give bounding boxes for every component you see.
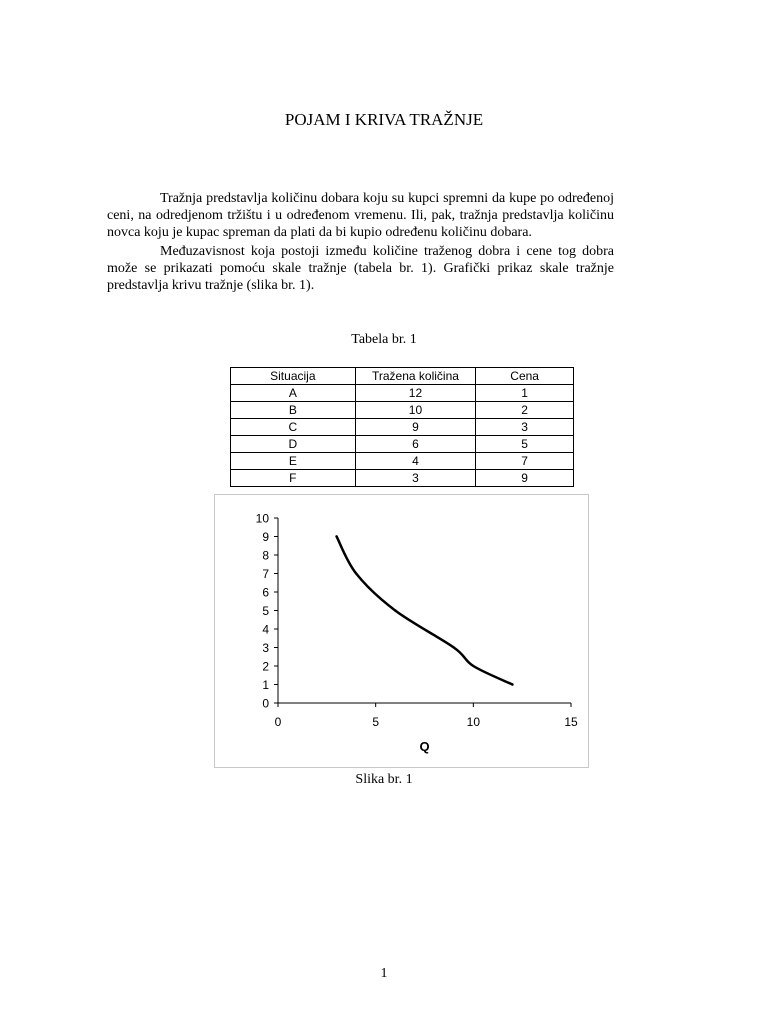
demand-schedule-table <box>230 367 574 487</box>
table-row <box>231 453 574 470</box>
x-tick-label: 5 <box>372 715 380 729</box>
table-row <box>231 385 574 402</box>
cell-price: 2 <box>476 402 574 419</box>
paragraph-relation <box>107 243 614 294</box>
table-row <box>231 419 574 436</box>
x-axis-label: Q <box>419 739 430 754</box>
data-point <box>472 665 474 667</box>
column-header-price: Cena <box>476 368 574 385</box>
cell-situation: F <box>231 470 356 487</box>
cell-situation: C <box>231 419 356 436</box>
table-row <box>231 470 574 487</box>
column-header-quantity: Tražena količina <box>355 368 476 385</box>
table-caption: Tabela br. 1 <box>351 332 417 347</box>
page-number: 1 <box>380 966 388 981</box>
paragraph-text: Međuzavisnost koja postoji između količine traženog dobra i cene tog dobra može se prikazati pomoću skale tražnje (tabela br. 1). Grafički prikaz skale tražnje predstavlja krivu tražnje (slika br. 1). <box>107 244 614 293</box>
y-tick-label: 10 <box>255 511 269 526</box>
cell-price: 1 <box>476 385 574 402</box>
y-tick-label: 7 <box>262 567 269 581</box>
demand-curve-line <box>337 537 513 685</box>
cell-quantity: 9 <box>355 419 476 436</box>
table-header-row <box>231 368 574 385</box>
cell-quantity: 12 <box>355 385 476 402</box>
data-point <box>394 609 396 611</box>
column-header-situation: Situacija <box>231 368 356 385</box>
cell-situation: E <box>231 453 356 470</box>
x-tick-label: 10 <box>466 715 481 729</box>
page-title: POJAM I KRIVA TRAŽNJE <box>284 110 484 129</box>
cell-quantity: 6 <box>355 436 476 453</box>
demand-curve-chart <box>214 494 589 768</box>
cell-price: 7 <box>476 453 574 470</box>
cell-situation: D <box>231 436 356 453</box>
paragraph-definition <box>107 190 614 241</box>
table-row <box>231 436 574 453</box>
y-tick-label: 9 <box>262 530 269 544</box>
x-tick-label: 15 <box>564 715 578 729</box>
data-point <box>355 572 357 574</box>
y-tick-label: 4 <box>262 622 269 637</box>
y-tick-label: 3 <box>262 641 269 655</box>
chart-axes <box>256 512 578 730</box>
y-tick-label: 2 <box>262 659 269 674</box>
x-tick-label: 0 <box>274 715 282 729</box>
paragraph-text: Tražnja predstavlja količinu dobara koju su kupci spremni da kupe po određenoj ceni, na odredjenom tržištu i u određenom vremenu. Ili, pak, tražnja predstavlja količinu novca koju je kupac spreman da plati da bi kupio određenu količinu dobara. <box>107 191 614 240</box>
y-tick-label: 5 <box>262 604 269 618</box>
cell-situation: A <box>231 385 356 402</box>
figure-caption: Slika br. 1 <box>355 772 413 787</box>
data-point <box>335 535 337 537</box>
y-tick-label: 1 <box>262 678 269 692</box>
y-tick-label: 8 <box>262 548 269 563</box>
cell-quantity: 10 <box>355 402 476 419</box>
cell-situation: B <box>231 402 356 419</box>
cell-quantity: 3 <box>355 470 476 487</box>
data-point <box>453 646 455 648</box>
chart-series-layer <box>335 535 513 685</box>
data-point <box>511 683 513 685</box>
y-tick-label: 6 <box>262 585 269 600</box>
cell-price: 9 <box>476 470 574 487</box>
cell-price: 3 <box>476 419 574 436</box>
table-row <box>231 402 574 419</box>
y-tick-label: 0 <box>262 696 269 711</box>
cell-quantity: 4 <box>355 453 476 470</box>
cell-price: 5 <box>476 436 574 453</box>
